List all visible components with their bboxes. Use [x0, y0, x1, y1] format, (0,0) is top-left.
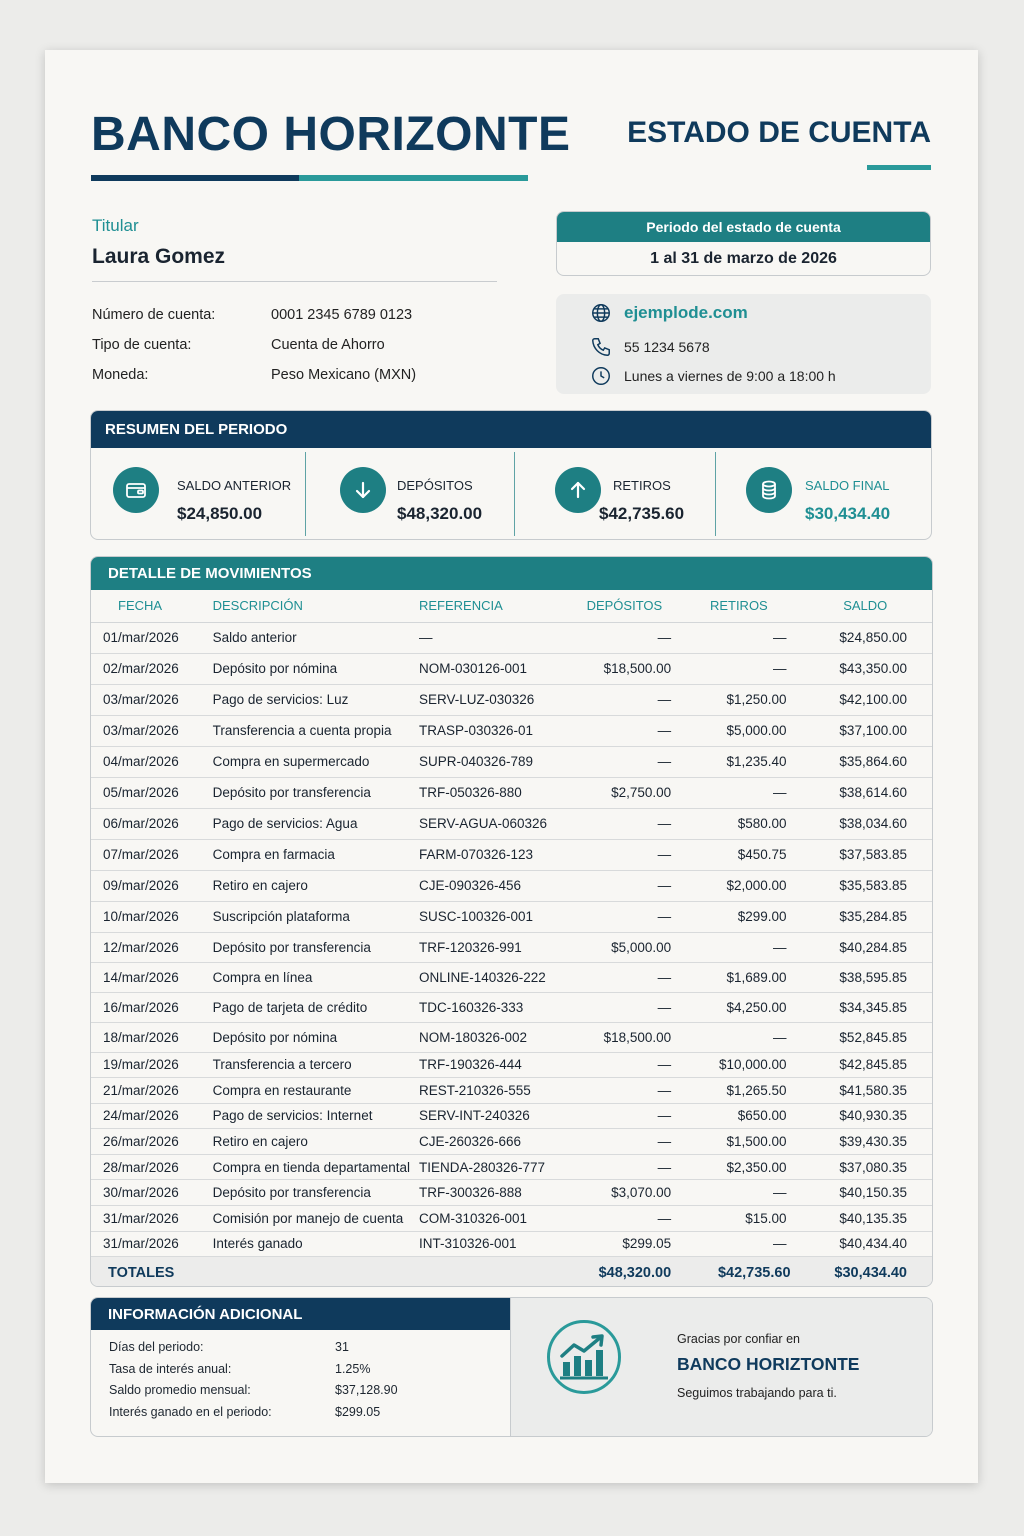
withdrawal-cell: — — [679, 932, 798, 962]
description-cell: Compra en línea — [203, 962, 410, 992]
balance-cell: $35,583.85 — [799, 870, 932, 901]
deposit-cell: — — [570, 992, 680, 1022]
table-row — [91, 684, 932, 715]
column-header: RETIROS — [679, 590, 798, 622]
holder-label: Titular — [92, 216, 139, 235]
period-box — [556, 211, 931, 276]
arrow-up-icon — [555, 467, 601, 513]
balance-cell: $40,284.85 — [799, 932, 932, 962]
reference-cell: CJE-090326-456 — [410, 870, 570, 901]
reference-cell: NOM-180326-002 — [410, 1022, 570, 1052]
movements-section — [90, 556, 933, 1287]
withdrawal-cell: $4,250.00 — [679, 992, 798, 1022]
divider — [92, 281, 497, 282]
deposit-cell: — — [570, 1078, 680, 1104]
date-cell: 07/mar/2026 — [91, 839, 203, 870]
movements-table — [91, 590, 932, 1287]
table-row — [91, 1052, 932, 1078]
balance-cell: $35,864.60 — [799, 746, 932, 777]
column-header: DESCRIPCIÓN — [203, 590, 410, 622]
table-row — [91, 1103, 932, 1129]
withdrawal-cell: — — [679, 1231, 798, 1257]
column-header: SALDO — [799, 590, 932, 622]
description-cell: Depósito por transferencia — [203, 932, 410, 962]
field-value: Peso Mexicano (MXN) — [271, 367, 417, 383]
deposit-cell: $5,000.00 — [570, 932, 680, 962]
coins-icon — [746, 467, 792, 513]
balance-cell: $41,580.35 — [799, 1078, 932, 1104]
date-cell: 28/mar/2026 — [91, 1154, 203, 1180]
table-row — [91, 653, 932, 684]
info-value: 31 — [335, 1339, 349, 1354]
description-cell: Compra en restaurante — [203, 1078, 410, 1104]
balance-cell: $37,100.00 — [799, 715, 932, 746]
table-row — [91, 839, 932, 870]
balance-cell: $38,614.60 — [799, 777, 932, 808]
date-cell: 10/mar/2026 — [91, 901, 203, 932]
date-cell: 09/mar/2026 — [91, 870, 203, 901]
description-cell: Interés ganado — [203, 1231, 410, 1257]
description-cell: Compra en supermercado — [203, 746, 410, 777]
phone-icon — [590, 336, 612, 358]
deposit-cell: — — [570, 808, 680, 839]
description-cell: Pago de servicios: Luz — [203, 684, 410, 715]
description-cell: Pago de servicios: Internet — [203, 1103, 410, 1129]
withdrawal-cell: $580.00 — [679, 808, 798, 839]
date-cell: 03/mar/2026 — [91, 684, 203, 715]
info-value: $299.05 — [335, 1404, 381, 1419]
deposit-cell: — — [570, 1103, 680, 1129]
hours-line — [590, 365, 836, 387]
deposit-cell: $2,750.00 — [570, 777, 680, 808]
phone-line — [590, 336, 710, 358]
balance-cell: $35,284.85 — [799, 901, 932, 932]
summary-final-balance — [715, 448, 931, 540]
description-cell: Suscripción plataforma — [203, 901, 410, 932]
summary-label: SALDO ANTERIOR — [177, 478, 292, 493]
reference-cell: SERV-LUZ-030326 — [410, 684, 570, 715]
date-cell: 31/mar/2026 — [91, 1206, 203, 1232]
withdrawal-cell: $1,265.50 — [679, 1078, 798, 1104]
table-row — [91, 1078, 932, 1104]
growth-chart-icon — [547, 1320, 621, 1394]
description-cell: Depósito por nómina — [203, 1022, 410, 1052]
additional-info-title: INFORMACIÓN ADICIONAL — [91, 1298, 510, 1330]
column-header: FECHA — [91, 590, 203, 622]
info-row — [109, 1379, 398, 1401]
deposit-cell: — — [570, 1129, 680, 1155]
reference-cell: TRF-120326-991 — [410, 932, 570, 962]
info-value: $37,128.90 — [335, 1383, 398, 1398]
deposit-cell: $3,070.00 — [570, 1180, 680, 1206]
summary-label: DEPÓSITOS — [397, 478, 473, 493]
withdrawal-cell: — — [679, 653, 798, 684]
balance-cell: $38,595.85 — [799, 962, 932, 992]
website-link[interactable] — [590, 302, 748, 324]
balance-cell: $34,345.85 — [799, 992, 932, 1022]
deposit-cell: — — [570, 684, 680, 715]
deposit-cell: — — [570, 962, 680, 992]
column-header: REFERENCIA — [410, 590, 570, 622]
reference-cell: REST-210326-555 — [410, 1078, 570, 1104]
hours-text: Lunes a viernes de 9:00 a 18:00 h — [624, 368, 836, 384]
info-value: 1.25% — [335, 1361, 371, 1376]
deposit-cell: $18,500.00 — [570, 1022, 680, 1052]
balance-cell: $52,845.85 — [799, 1022, 932, 1052]
reference-cell: COM-310326-001 — [410, 1206, 570, 1232]
description-cell: Transferencia a tercero — [203, 1052, 410, 1078]
info-row — [109, 1336, 398, 1358]
deposit-cell: — — [570, 870, 680, 901]
deposit-cell: — — [570, 1206, 680, 1232]
info-key: Interés ganado en el periodo: — [109, 1404, 272, 1419]
summary-previous-balance — [91, 448, 305, 540]
totals-row — [91, 1257, 932, 1287]
description-cell: Retiro en cajero — [203, 1129, 410, 1155]
table-row — [91, 1022, 932, 1052]
thanks-bank-name: BANCO HORIZTONTE — [677, 1354, 860, 1374]
summary-value: $24,850.00 — [177, 504, 263, 523]
withdrawal-cell: $2,350.00 — [679, 1154, 798, 1180]
table-row — [91, 777, 932, 808]
field-key: Moneda: — [92, 367, 149, 383]
withdrawal-cell: $10,000.00 — [679, 1052, 798, 1078]
balance-cell: $42,845.85 — [799, 1052, 932, 1078]
summary-label: RETIROS — [613, 478, 671, 493]
reference-cell: SUPR-040326-789 — [410, 746, 570, 777]
table-row — [91, 1129, 932, 1155]
reference-cell: FARM-070326-123 — [410, 839, 570, 870]
title-underline — [91, 175, 528, 181]
additional-info — [90, 1297, 933, 1437]
field-value: Cuenta de Ahorro — [271, 337, 385, 353]
date-cell: 04/mar/2026 — [91, 746, 203, 777]
account-details — [92, 300, 416, 390]
deposit-cell: — — [570, 839, 680, 870]
info-key: Tasa de interés anual: — [109, 1361, 232, 1376]
movements-title: DETALLE DE MOVIMIENTOS — [91, 557, 932, 590]
reference-cell: NOM-030126-001 — [410, 653, 570, 684]
deposit-cell: $299.05 — [570, 1231, 680, 1257]
statement-page — [45, 50, 978, 1483]
balance-cell: $38,034.60 — [799, 808, 932, 839]
description-cell: Transferencia a cuenta propia — [203, 715, 410, 746]
table-row — [91, 808, 932, 839]
info-row — [109, 1358, 398, 1380]
withdrawal-cell: — — [679, 1180, 798, 1206]
document-title: ESTADO DE CUENTA — [627, 116, 931, 149]
date-cell: 01/mar/2026 — [91, 622, 203, 653]
deposit-cell: — — [570, 1154, 680, 1180]
balance-cell: $40,930.35 — [799, 1103, 932, 1129]
balance-cell: $42,100.00 — [799, 684, 932, 715]
info-key: Saldo promedio mensual: — [109, 1383, 251, 1398]
reference-cell: SUSC-100326-001 — [410, 901, 570, 932]
period-summary — [90, 410, 932, 540]
table-row — [91, 962, 932, 992]
account-type-row — [92, 330, 416, 360]
date-cell: 26/mar/2026 — [91, 1129, 203, 1155]
balance-cell: $43,350.00 — [799, 653, 932, 684]
balance-cell: $39,430.35 — [799, 1129, 932, 1155]
globe-icon — [590, 302, 612, 324]
phone-text: 55 1234 5678 — [624, 339, 710, 355]
withdrawal-cell: $299.00 — [679, 901, 798, 932]
currency-row — [92, 360, 416, 390]
holder-name: Laura Gomez — [92, 245, 226, 268]
balance-cell: $24,850.00 — [799, 622, 932, 653]
totals-balance: $30,434.40 — [799, 1257, 932, 1287]
deposit-cell: — — [570, 901, 680, 932]
tagline: Seguimos trabajando para ti. — [677, 1386, 837, 1400]
info-row — [109, 1401, 398, 1423]
reference-cell: SERV-INT-240326 — [410, 1103, 570, 1129]
date-cell: 02/mar/2026 — [91, 653, 203, 684]
withdrawal-cell: $1,235.40 — [679, 746, 798, 777]
table-row — [91, 746, 932, 777]
description-cell: Pago de tarjeta de crédito — [203, 992, 410, 1022]
bank-title: BANCO HORIZONTE — [91, 108, 571, 161]
description-cell: Depósito por transferencia — [203, 1180, 410, 1206]
description-cell: Retiro en cajero — [203, 870, 410, 901]
table-row — [91, 1206, 932, 1232]
description-cell: Saldo anterior — [203, 622, 410, 653]
table-row — [91, 992, 932, 1022]
info-key: Días del periodo: — [109, 1339, 204, 1354]
date-cell: 31/mar/2026 — [91, 1231, 203, 1257]
table-row — [91, 932, 932, 962]
withdrawal-cell: $1,500.00 — [679, 1129, 798, 1155]
totals-withdrawals: $42,735.60 — [679, 1257, 798, 1287]
contact-box — [556, 294, 931, 394]
description-cell: Pago de servicios: Agua — [203, 808, 410, 839]
arrow-down-icon — [340, 467, 386, 513]
date-cell: 16/mar/2026 — [91, 992, 203, 1022]
description-cell: Depósito por nómina — [203, 653, 410, 684]
summary-value: $48,320.00 — [397, 504, 483, 523]
reference-cell: TRF-190326-444 — [410, 1052, 570, 1078]
withdrawal-cell: — — [679, 622, 798, 653]
balance-cell: $37,080.35 — [799, 1154, 932, 1180]
table-row — [91, 1231, 932, 1257]
withdrawal-cell: $2,000.00 — [679, 870, 798, 901]
reference-cell: INT-310326-001 — [410, 1231, 570, 1257]
description-cell: Compra en farmacia — [203, 839, 410, 870]
withdrawal-cell: — — [679, 1022, 798, 1052]
deposit-cell: — — [570, 715, 680, 746]
balance-cell: $40,135.35 — [799, 1206, 932, 1232]
table-header-row — [91, 590, 932, 622]
account-number-row — [92, 300, 416, 330]
table-row — [91, 870, 932, 901]
deposit-cell: $18,500.00 — [570, 653, 680, 684]
additional-fields — [109, 1336, 398, 1423]
date-cell: 03/mar/2026 — [91, 715, 203, 746]
reference-cell: CJE-260326-666 — [410, 1129, 570, 1155]
field-value: 0001 2345 6789 0123 — [271, 307, 413, 323]
reference-cell: TRASP-030326-01 — [410, 715, 570, 746]
additional-info-panel — [91, 1298, 510, 1437]
period-value: 1 al 31 de marzo de 2026 — [650, 250, 837, 267]
withdrawal-cell: $1,689.00 — [679, 962, 798, 992]
withdrawal-cell: $5,000.00 — [679, 715, 798, 746]
reference-cell: TDC-160326-333 — [410, 992, 570, 1022]
reference-cell: ONLINE-140326-222 — [410, 962, 570, 992]
date-cell: 05/mar/2026 — [91, 777, 203, 808]
reference-cell: TRF-300326-888 — [410, 1180, 570, 1206]
column-header: DEPÓSITOS — [570, 590, 680, 622]
date-cell: 12/mar/2026 — [91, 932, 203, 962]
thanks-panel — [510, 1298, 933, 1437]
clock-icon — [590, 365, 612, 387]
description-cell: Compra en tienda departamental — [203, 1154, 410, 1180]
withdrawal-cell: $650.00 — [679, 1103, 798, 1129]
balance-cell: $40,150.35 — [799, 1180, 932, 1206]
period-label: Periodo del estado de cuenta — [557, 212, 930, 242]
table-row — [91, 901, 932, 932]
date-cell: 30/mar/2026 — [91, 1180, 203, 1206]
table-row — [91, 715, 932, 746]
totals-deposits: $48,320.00 — [570, 1257, 680, 1287]
reference-cell: SERV-AGUA-060326 — [410, 808, 570, 839]
withdrawal-cell: $15.00 — [679, 1206, 798, 1232]
withdrawal-cell: $1,250.00 — [679, 684, 798, 715]
summary-value: $30,434.40 — [805, 504, 891, 523]
field-key: Número de cuenta: — [92, 307, 216, 323]
deposit-cell: — — [570, 1052, 680, 1078]
table-row — [91, 1154, 932, 1180]
date-cell: 14/mar/2026 — [91, 962, 203, 992]
balance-cell: $37,583.85 — [799, 839, 932, 870]
reference-cell: TIENDA-280326-777 — [410, 1154, 570, 1180]
document-title-underline — [867, 165, 931, 170]
table-row — [91, 622, 932, 653]
website-text: ejemplode.com — [624, 303, 748, 322]
date-cell: 18/mar/2026 — [91, 1022, 203, 1052]
description-cell: Depósito por transferencia — [203, 777, 410, 808]
withdrawal-cell: — — [679, 777, 798, 808]
deposit-cell: — — [570, 746, 680, 777]
summary-withdrawals — [514, 448, 715, 540]
table-row — [91, 1180, 932, 1206]
withdrawal-cell: $450.75 — [679, 839, 798, 870]
field-key: Tipo de cuenta: — [92, 337, 192, 353]
thanks-text: Gracias por confiar en — [677, 1332, 800, 1346]
date-cell: 24/mar/2026 — [91, 1103, 203, 1129]
summary-deposits — [305, 448, 514, 540]
summary-label: SALDO FINAL — [805, 478, 890, 493]
date-cell: 21/mar/2026 — [91, 1078, 203, 1104]
totals-label: TOTALES — [91, 1257, 570, 1287]
deposit-cell: — — [570, 622, 680, 653]
balance-cell: $40,434.40 — [799, 1231, 932, 1257]
wallet-icon — [113, 467, 159, 513]
reference-cell: — — [410, 622, 570, 653]
summary-title: RESUMEN DEL PERIODO — [91, 411, 931, 448]
reference-cell: TRF-050326-880 — [410, 777, 570, 808]
date-cell: 19/mar/2026 — [91, 1052, 203, 1078]
date-cell: 06/mar/2026 — [91, 808, 203, 839]
summary-value: $42,735.60 — [599, 504, 685, 523]
description-cell: Comisión por manejo de cuenta — [203, 1206, 410, 1232]
